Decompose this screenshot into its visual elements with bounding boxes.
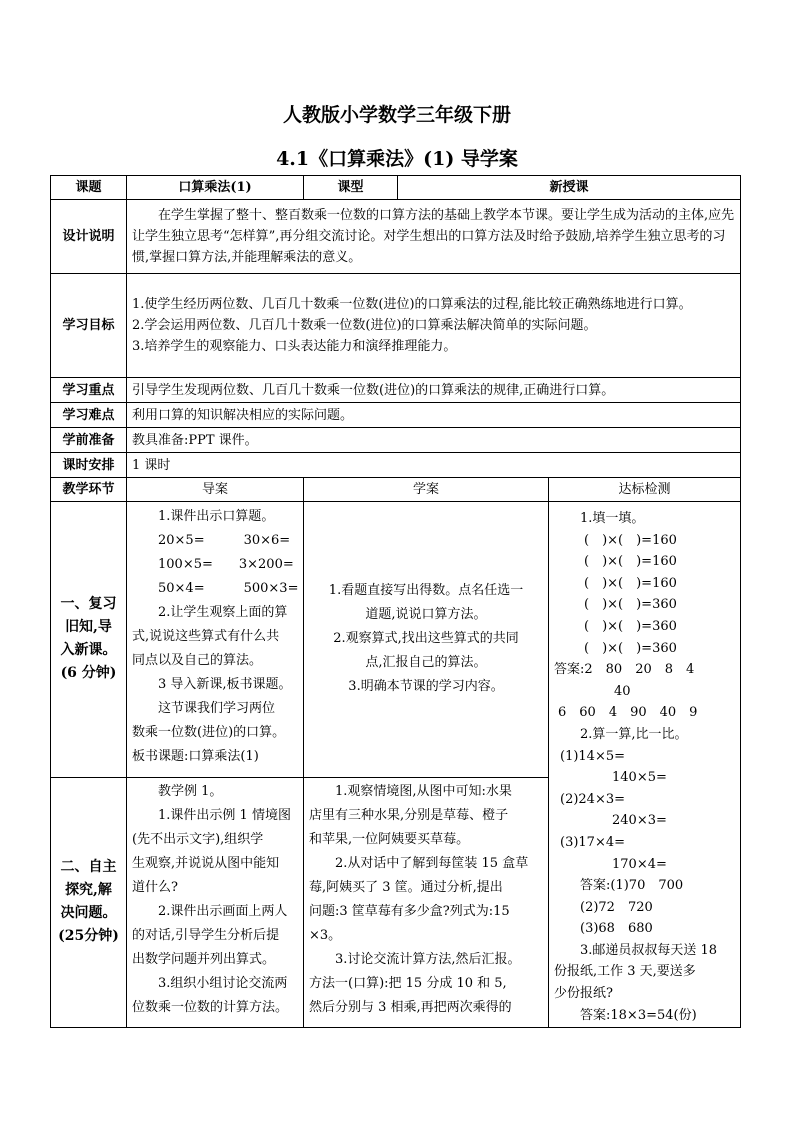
goals-label: 学习目标: [51, 274, 127, 378]
goal-item: 2.学会运用两位数、几百几十数乘一位数(进位)的口算乘法解决简单的实际问题。: [132, 318, 597, 333]
goal-item: 3.培养学生的观察能力、口头表达能力和演绎推理能力。: [132, 339, 457, 354]
design-text: 在学生掌握了整十、整百数乘一位数的口算方法的基础上教学本节课。要让学生成为活动的主体,应先让学生独立思考“怎样算”,再分组交流讨论。对学生想出的口算方法及时给予鼓励,培养学生独立思考的习惯,掌握口算方法,并能理解乘法的意义。: [127, 200, 741, 274]
section2-study: 1.观察情境图,从图中可知:水果 店里有三种水果,分别是草莓、橙子 和苹果,一位阿姨要买草莓。 2.从对话中了解到每筐装 15 盒草 莓,阿姨买了 3 筐。通过分析,提出 问题:3 筐草莓有多少盒?列式为:15 ×3。 3.讨论交流计算方法,然后汇报。 方法一(口算):把 15 分成 10 和 5, 然后分别与 3 相乘,再把两次乘得的: [304, 777, 549, 1028]
key-label: 学习重点: [51, 378, 127, 403]
check-column: 1.填一填。 ( )×( )=160 ( )×( )=160 ( )×( )=160 ( )×( )=360 ( )×( )=360 ( )×( )=360 答案:2 80 20 8 4 40 6 60 4 90 40 9 2.算一算,比一比。 (1)14×5= 140×5= (2)24×3= 240×3= (3)17×4= 170×4= 答案:(1)70 700 (2)72 720 (3)68 680 3.邮递员叔叔每天送 18 份报纸,工作 3 天,要送多 少份报纸? 答案:18×3=54(份): [549, 502, 741, 1028]
document-subtitle: 4.1《口算乘法》(1) 导学案: [276, 148, 518, 170]
difficulty-text: 利用口算的知识解决相应的实际问题。: [127, 403, 741, 428]
goals-content: [127, 274, 741, 378]
difficulty-label: 学习难点: [51, 403, 127, 428]
topic-value: 口算乘法(1): [127, 176, 304, 200]
section1-label: 一、复习 旧知,导 入新课。 (6 分钟): [51, 502, 127, 778]
lesson-type-value: 新授课: [398, 176, 741, 200]
section1-guide: 1.课件出示口算题。 20×5= 30×6= 100×5= 3×200= 50×4= 500×3= 2.让学生观察上面的算 式,说说这些算式有什么共 同点以及自己的算法。 3 导入新课,板书课题。 这节课我们学习两位 数乘一位数(进位)的口算。 板书课题:口算乘法(1): [127, 502, 304, 778]
schedule-text: 1 课时: [127, 453, 741, 478]
design-label: 设计说明: [51, 200, 127, 274]
lesson-type-label: 课型: [304, 176, 398, 200]
key-text: 引导学生发现两位数、几百几十数乘一位数(进位)的口算乘法的规律,正确进行口算。: [127, 378, 741, 403]
goal-item: 1.使学生经历两位数、几百几十数乘一位数(进位)的口算乘法的过程,能比较正确熟练地进行口算。: [132, 297, 692, 312]
schedule-label: 课时安排: [51, 453, 127, 478]
lesson-plan-table: [50, 175, 741, 1028]
prep-text: 教具准备:PPT 课件。: [127, 428, 741, 453]
prep-label: 学前准备: [51, 428, 127, 453]
col-guide: 导案: [127, 478, 304, 502]
document-title: 人教版小学数学三年级下册: [282, 104, 511, 126]
col-check: 达标检测: [549, 478, 741, 502]
section1-study: 1.看题直接写出得数。点名任选一 道题,说说口算方法。 2.观察算式,找出这些算式的共同 点,汇报自己的算法。 3.明确本节课的学习内容。: [304, 502, 549, 778]
section2-guide: 教学例 1。 1.课件出示例 1 情境图 (先不出示文字),组织学 生观察,并说说从图中能知 道什么? 2.课件出示画面上两人 的对话,引导学生分析后提 出数学问题并列出算式。 3.组织小组讨论交流两 位数乘一位数的计算方法。: [127, 777, 304, 1028]
section2-label: 二、自主 探究,解 决问题。 (25分钟): [51, 777, 127, 1028]
topic-label: 课题: [51, 176, 127, 200]
col-study: 学案: [304, 478, 549, 502]
col-stage: 教学环节: [51, 478, 127, 502]
